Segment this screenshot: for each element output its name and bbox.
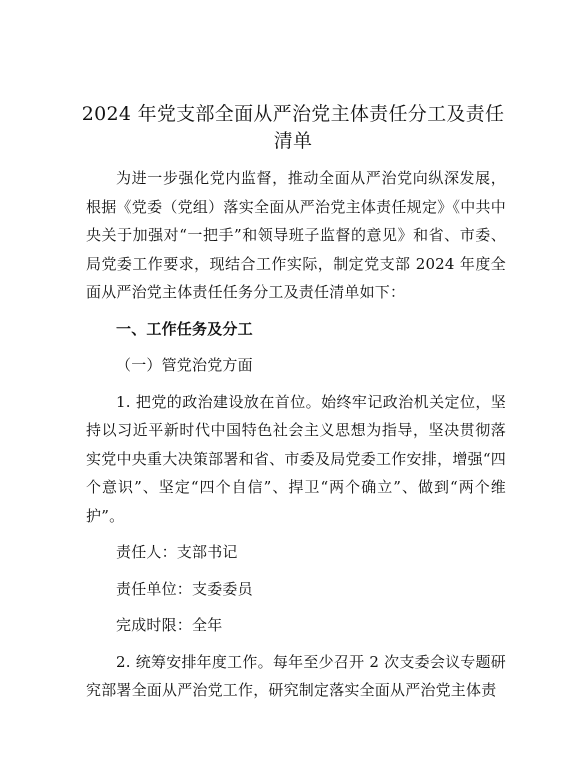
deadline-line: 完成时限：全年 xyxy=(116,616,223,634)
intro-paragraph: 为进一步强化党内监督，推动全面从严治党向纵深发展，根据《党委（党组）落实全面从严治党主体责任规定》《中共中央关于加强对“一把手”和领导班子监督的意见》和省、市委、局党委工作要求，现结合工作实际，制定党支部 2024 年度全面从严治党主体责任任务分工及责任清单如下： xyxy=(86,169,506,301)
section-heading-tasks: 一、工作任务及分工 xyxy=(116,319,253,338)
document-body xyxy=(86,164,506,705)
task-2-paragraph: 2. 统筹安排年度工作。每年至少召开 2 次支委会议专题研究部署全面从严治党工作，研究制定落实全面从严治党主体责 xyxy=(86,652,506,699)
subsection-heading-party-governance: （一）管党治党方面 xyxy=(116,356,253,374)
document-title: 2024 年党支部全面从严治党主体责任分工及责任清单 xyxy=(81,103,505,152)
task-1-paragraph: 1. 把党的政治建设放在首位。始终牢记政治机关定位，坚持以习近平新时代中国特色社会主义思想为指导，坚决贯彻落实党中央重大决策部署和省、市委及局党委工作安排，增强“四个意识”、坚定“四个自信”、捍卫“两个确立”、做到“两个维护”。 xyxy=(86,392,506,525)
responsible-person-line: 责任人：支部书记 xyxy=(116,543,238,561)
responsible-unit-line: 责任单位：支委委员 xyxy=(116,579,253,598)
